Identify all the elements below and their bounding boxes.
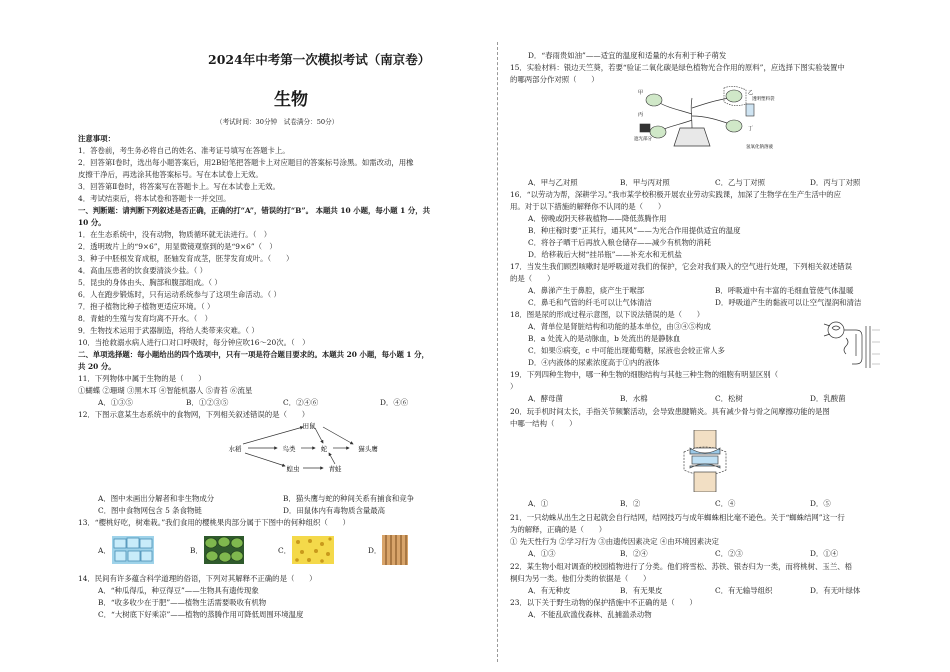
note-1: 1．答卷前，考生务必将自己的姓名、准考证号填写在答题卡上。 [78,146,290,155]
q14-option-c: C．“大树底下好乘凉”——植物的蒸腾作用可降低周围环境温度 [98,610,304,619]
right-column [510,0,910,672]
judge-item: 4．高血压患者的饮食要清淡少盐。（ ） [78,266,207,275]
exam-title: 2024年中考第一次模拟考试（南京卷） [208,52,431,67]
label-naoh: 氢氧化钠溶液 [746,145,773,150]
q21-option-b: B．②④ [620,549,648,558]
q12-option-d: D．田鼠体内有毒物质含量最高 [283,506,386,515]
note-3: 3．回答第Ⅱ卷时，将答案写在答题卡上。写在本试卷上无效。 [78,182,280,191]
food-web-diagram [223,420,398,482]
web-label-rice: 水稻 [228,445,242,453]
q19-option-a: A．酵母菌 [528,394,563,403]
q20-stem-a: 20．玩手机时间太长，手指关节频繁活动，会导致患腱鞘炎。具有减少骨与骨之间摩擦功能的是图 [510,407,830,416]
judge-item: 2．透明玻片上的“9×6”，用显微镜观察到的是“9×6”（ ） [78,242,277,251]
q18-option-a: A．肾单位是肾脏结构和功能的基本单位，由③④⑤构成 [528,322,711,331]
joint-diagram [674,430,736,492]
note-2b: 皮擦干净后，再选涂其他答案标号。写在本试卷上无效。 [78,170,263,179]
q14-option-a: A．“种瓜得瓜，种豆得豆”——生物具有遗传现象 [98,586,259,595]
q14-option-d: D．“春雨贵如油”——适宜的温度和适量的水有利于种子萌发 [528,51,727,60]
q22-stem-a: 22．某生物小组对调查的校园植物进行了分类。他们将雪松、苏铁、银杏归为一类，而将桃树、玉兰、梧 [510,562,852,571]
label-ding: 丁 [748,126,754,132]
label-yi: 乙 [748,90,754,96]
label-jia: 甲 [638,90,644,96]
q17-stem-b: 的是（ ） [510,274,555,283]
q12-option-c: C．图中食物网包含 5 条食物链 [98,506,202,515]
judge-item: 5．昆虫的身体由头、胸部和腹部组成。（ ） [78,278,222,287]
nephron-diagram [822,318,884,372]
web-label-field-mouse: 田鼠 [302,422,316,430]
judge-item: 9．生物技术运用于武器制造，将给人类带来灾难。（ ） [78,326,259,335]
judge-item: 6．人在跑步锻炼时，只有运动系统参与了这项生命活动。（ ） [78,290,281,299]
q20-option-d: D．⑤ [810,499,831,508]
part2-heading-b: 共 20 分。 [78,362,116,371]
q22-option-d: D．有无叶绿体 [810,586,861,595]
q15-option-d: D．丙与丁对照 [810,178,861,187]
judge-item: 7．抱子植物比种子植物更适应环境。（ ） [78,302,215,311]
q13-option-d: D． [368,546,382,555]
q16-option-a: A．傍晚或阴天移栽植物——降低蒸腾作用 [528,214,667,223]
q23-option-a: A．不能乱砍滥伐森林、乱捕滥杀动物 [528,610,652,619]
part1-heading-b: 10 分。 [78,218,106,227]
tissue-image-b [204,536,244,564]
tissue-image-a [112,536,154,564]
web-label-owl: 猫头鹰 [358,445,378,453]
q22-option-a: A．有无种皮 [528,586,571,595]
q16-option-d: D．给移栽后大树“挂吊瓶”——补充水和无机盐 [528,250,682,259]
label-shade: 遮光部分 [634,137,652,142]
q19-stem-a: 19．下列四种生物中，哪一种生物的细胞结构与其他三种生物的细胞有明显区别（ [510,370,779,379]
web-label-snake: 蛇 [320,445,328,453]
q22-option-b: B．有无果皮 [620,586,663,595]
q19-stem-b: ） [510,382,518,391]
q13-option-a: A． [98,546,111,555]
q22-stem-b: 桐归为另一类。他们分类的依据是（ ） [510,574,651,583]
judge-item: 8．青蛙的生殖与发育均离不开水。（ ） [78,314,213,323]
q13-option-c: C． [278,546,292,555]
column-divider [497,42,498,662]
q18-stem: 18．图是尿的形成过程示意图，以下说法错误的是（ ） [510,310,705,319]
q12-option-b: B．猫头鹰与蛇的种间关系有捕食和竞争 [283,494,415,503]
notes-heading: 注意事项： [78,134,115,143]
q14-option-b: B．“收多收少在于肥”——植物生活需要吸收有机物 [98,598,267,607]
q21-option-a: A．①③ [528,549,556,558]
q17-option-b: B．呼吸道中有丰富的毛细血管使气体温暖 [715,286,854,295]
subject-title: 生物 [274,90,308,110]
q19-option-b: B．水棉 [620,394,648,403]
q18-option-b: B．a 处流入的是动脉血，b 处流出的是静脉血 [528,334,681,343]
q14-stem: 14．民间有许多蕴含科学道理的俗语，下列对其解释不正确的是（ ） [78,574,317,583]
q11-stem: 11．下列物体中属于生物的是（ ） [78,374,206,383]
label-bag: 透明塑料袋 [752,97,775,102]
q11-option-a: A．①③⑤ [98,398,133,407]
q13-option-b: B． [190,546,203,555]
q16-option-b: B．种庄稼时要“正其行，通其风”——为光合作用提供适宜的温度 [528,226,741,235]
part1-heading-a: 一、判断题：请判断下列叙述是否正确，正确的打“A”，错误的打“B”。 本题共 10 小题，每小题 1 分，共 [78,206,431,215]
q19-option-c: C．松树 [715,394,743,403]
q23-stem: 23．以下关于野生动物的保护措施中不正确的是（ ） [510,598,697,607]
web-label-birds: 鸟类 [282,445,296,453]
note-2a: 2．回答第Ⅰ卷时，选出每小题答案后，用2B铅笔把答题卡上对应题目的答案标号涂黑。如需改动，用橡 [78,158,414,167]
judge-item: 1．在生态系统中，没有动物，物质循环就无法进行。（ ） [78,230,272,239]
q11-option-d: D．④⑥ [380,398,409,407]
q15-option-a: A．甲与乙对照 [528,178,578,187]
q18-option-d: D．④内液体的尿素浓度高于①内的液体 [528,358,660,367]
q16-stem-a: 16．“以劳动为帮，深耕学习。”我市某学校积极开展农业劳动实践课，加深了生物学在生产生活中的应 [510,190,842,199]
q17-option-c: C．鼻毛和气管的纤毛可以让气体清洁 [528,298,652,307]
tissue-image-c [292,536,334,564]
web-label-frog: 青蛙 [328,465,342,473]
q11-option-b: B．①②③⑤ [186,398,229,407]
label-bing: 丙 [638,112,644,118]
q19-option-d: D．乳酸菌 [810,394,846,403]
q21-option-d: D．①④ [810,549,839,558]
q12-option-a: A．图中未画出分解者和非生物成分 [98,494,215,503]
judge-item: 10．当抢救溺水病人进行口对口呼吸时，每分钟应吹16～20次。（ ） [78,338,310,347]
q11-option-c: C．②④⑥ [283,398,319,407]
q15-stem-b: 的哪两部分作对照（ ） [510,75,599,84]
q17-option-d: D．呼吸道产生的黏液可以让空气湿润和清洁 [715,298,862,307]
q16-option-c: C．将谷子晒干后再放入粮仓储存——减少有机物的消耗 [528,238,712,247]
q20-option-b: B．② [620,499,641,508]
q17-option-a: A．鼻涕产生于鼻腔，痰产生于喉部 [528,286,645,295]
web-label-locust: 蝗虫 [286,465,300,473]
part2-heading-a: 二、单项选择题：每小题给出的四个选项中，只有一项是符合题目要求的。本题共 20 小题，每小题 1 分， [78,350,429,359]
q21-list: ① 先天性行为 ②学习行为 ③由遗传因素决定 ④由环境因素决定 [510,537,719,546]
q16-stem-b: 用。对于以下措施的解释你不认同的是（ ） [510,202,666,211]
note-4: 4．考试结束后，将本试卷和答题卡一并交回。 [78,194,231,203]
q11-list: ①蝴蝶 ②珊瑚 ③黑木耳 ④智能机器人 ⑤青苔 ⑥流星 [78,386,253,395]
q18-option-c: C．如果⑤病变，c 中可能出现葡萄糖，尿液也会较正常人多 [528,346,725,355]
left-column [78,0,486,672]
q20-option-a: A．① [528,499,549,508]
q12-stem: 12．下图示意某生态系统中的食物网，下列相关叙述错误的是（ ） [78,410,310,419]
q13-stem: 13．“樱桃好吃，树难栽。”我们食用的樱桃果肉部分属于下图中的何种组织（ ） [78,518,350,527]
q20-option-c: C．④ [715,499,736,508]
judge-item: 3．种子中胚根发育成根，胚轴发育成茎，胚芽发育成叶。（ ） [78,254,294,263]
q20-stem-b: 中哪一结构（ ） [510,419,577,428]
tissue-image-d [382,535,408,565]
q21-option-c: C．②③ [715,549,743,558]
exam-meta: （考试时间：30分钟 试卷满分：50分） [216,118,339,126]
q15-option-b: B．甲与丙对照 [620,178,670,187]
q22-option-c: C．有无输导组织 [715,586,773,595]
q17-stem-a: 17．当发生我们顾烈咳嗽时是呼吸道对我们的保护，它会对我们吸入的空气进行处理，下列相关叙述错误 [510,262,852,271]
q15-option-c: C．乙与丁对照 [715,178,765,187]
geranium-experiment-diagram [634,86,800,152]
q21-stem-a: 21．一只幼蛛从出生之日起就会自行结网，结网技巧与成年蜘蛛相比毫不逊色。关于“蜘蛛结网”这一行 [510,513,845,522]
q15-stem-a: 15．实验材料：银边天竺葵，若要“验证二氧化碳是绿色植物光合作用的原料”，应选择下图实验装置中 [510,63,845,72]
q21-stem-b: 为的解释，正确的是（ ） [510,525,607,534]
